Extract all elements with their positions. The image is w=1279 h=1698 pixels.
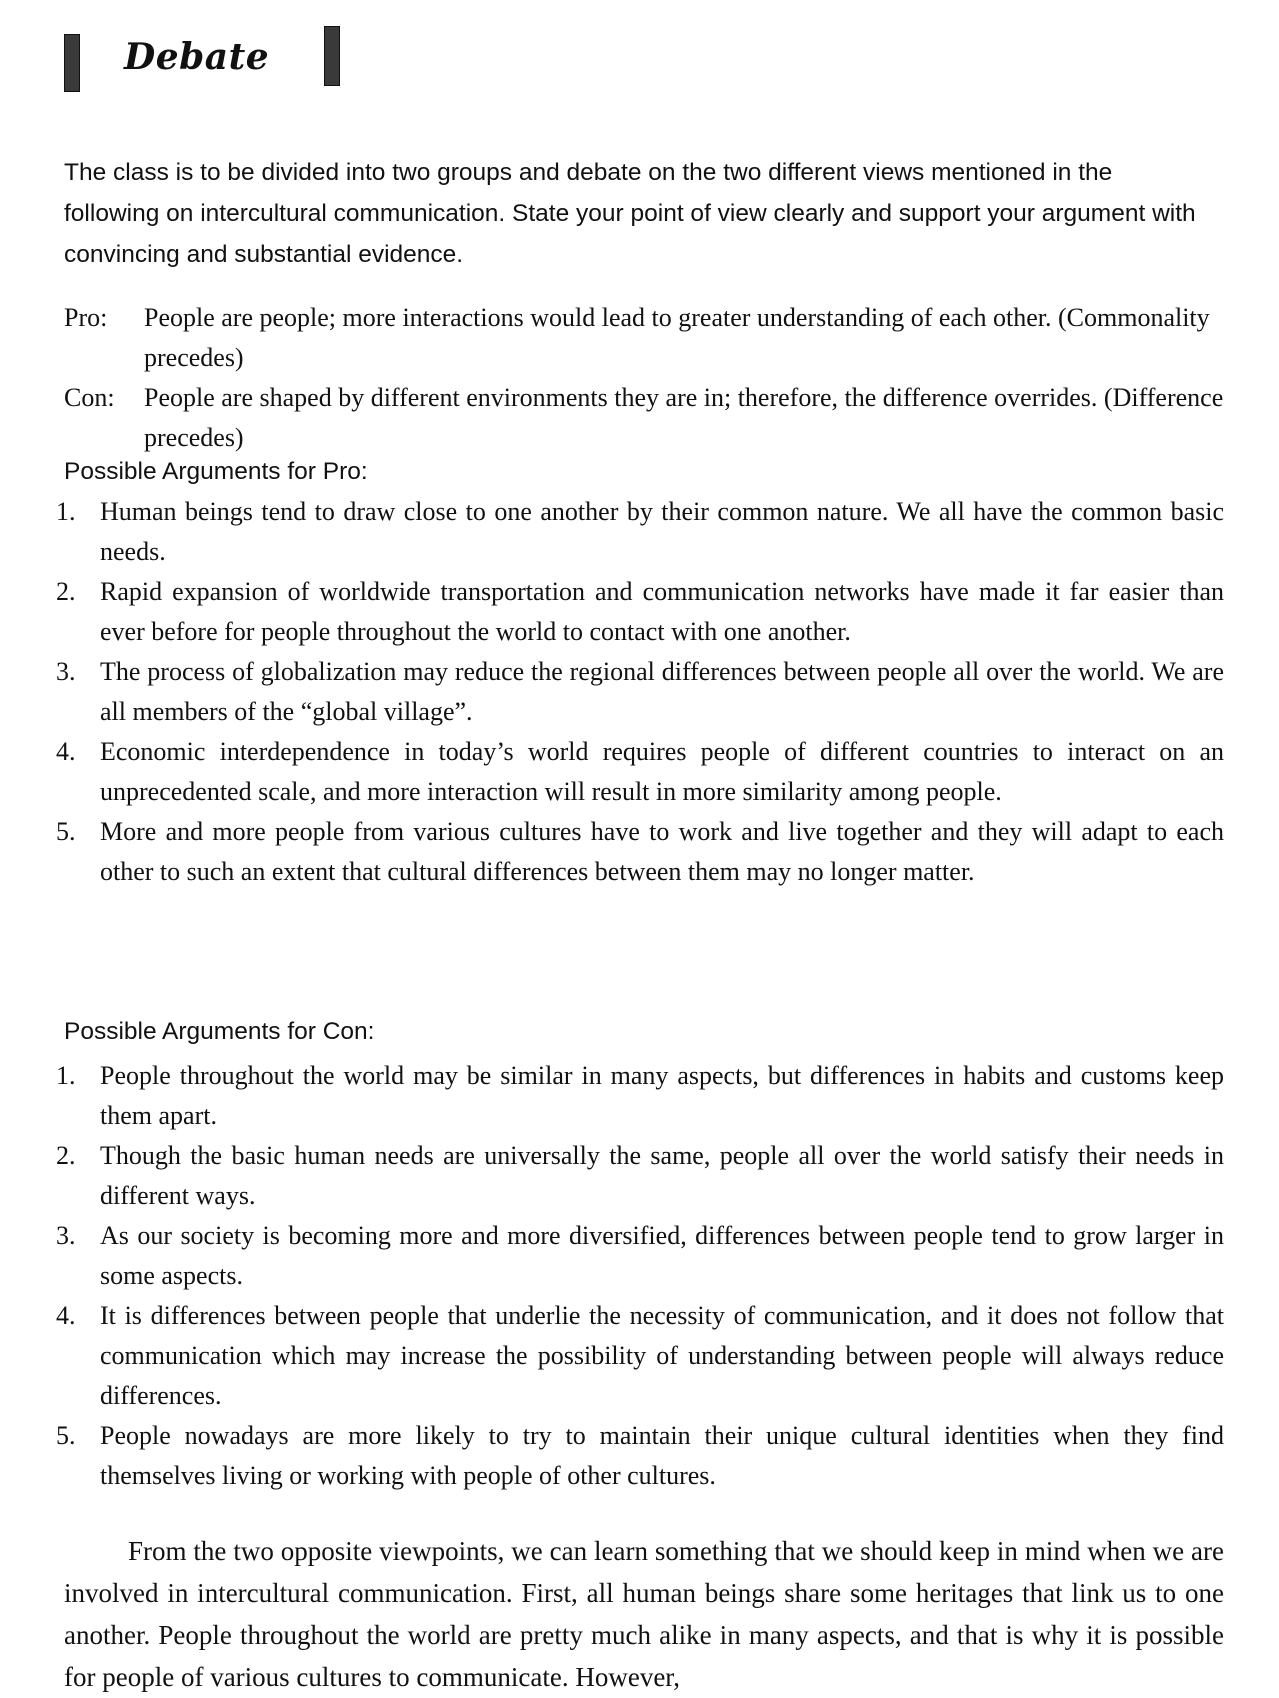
position-label: Con: bbox=[64, 383, 115, 412]
positions bbox=[64, 298, 1224, 458]
list-item: 2. Though the basic human needs are universally the same, people all over the world satisfy their needs in different ways. bbox=[56, 1141, 1224, 1210]
position-text: People are shaped by different environments they are in; therefore, the difference overrides. (Difference precedes) bbox=[144, 383, 1224, 452]
page-title: Debate bbox=[124, 36, 270, 78]
list-item: 1. People throughout the world may be similar in many aspects, but differences in habits and customs keep them apart. bbox=[56, 1061, 1224, 1130]
list-item: 5. People nowadays are more likely to try to maintain their unique cultural identities when they find themselves living or working with people of other cultures. bbox=[56, 1421, 1224, 1490]
position-text: People are people; more interactions would lead to greater understanding of each other. (Commonality precedes) bbox=[144, 303, 1210, 372]
list-item: 3. As our society is becoming more and more diversified, differences between people tend to grow larger in some aspects. bbox=[56, 1221, 1224, 1290]
list-item: 4. Economic interdependence in today’s world requires people of different countries to interact on an unprecedented scale, and more interaction will result in more similarity among people. bbox=[56, 737, 1224, 806]
position-label: Pro: bbox=[64, 303, 108, 332]
header-bar-left bbox=[64, 34, 80, 92]
list-item: 2. Rapid expansion of worldwide transportation and communication networks have made it far easier than ever before for people throughout the world to contact with one another. bbox=[56, 577, 1224, 646]
section-header bbox=[60, 30, 360, 90]
position-con bbox=[64, 378, 1224, 458]
con-arguments-list bbox=[56, 1056, 1224, 1496]
closing-paragraph: From the two opposite viewpoints, we can learn something that we should keep in mind when we are involved in intercultural communication. First, all human beings share some heritages that link us to one another. People throughout the world are pretty much alike in many aspects, and that is why it is possible for people of various cultures to communicate. However, bbox=[64, 1536, 1224, 1692]
list-item: 3. The process of globalization may reduce the regional differences between people all over the world. We are all members of the “global village”. bbox=[56, 657, 1224, 726]
list-item: 4. It is differences between people that underlie the necessity of communication, and it does not follow that communication which may increase the possibility of understanding between people will always reduce differences. bbox=[56, 1301, 1224, 1410]
pro-arguments-list bbox=[56, 492, 1224, 892]
list-item: 1. Human beings tend to draw close to one another by their common nature. We all have the common basic needs. bbox=[56, 497, 1224, 566]
list-item: 5. More and more people from various cultures have to work and live together and they will adapt to each other to such an extent that cultural differences between them may no longer matter. bbox=[56, 817, 1224, 886]
intro-paragraph: The class is to be divided into two groups and debate on the two different views mentioned in the following on intercultural communication. State your point of view clearly and support your argument with convincing and substantial evidence. bbox=[64, 159, 1196, 268]
pro-arguments-heading: Possible Arguments for Pro: bbox=[64, 458, 368, 485]
header-bar-right bbox=[324, 26, 340, 86]
position-pro bbox=[64, 298, 1224, 378]
con-arguments-heading: Possible Arguments for Con: bbox=[64, 1018, 375, 1045]
